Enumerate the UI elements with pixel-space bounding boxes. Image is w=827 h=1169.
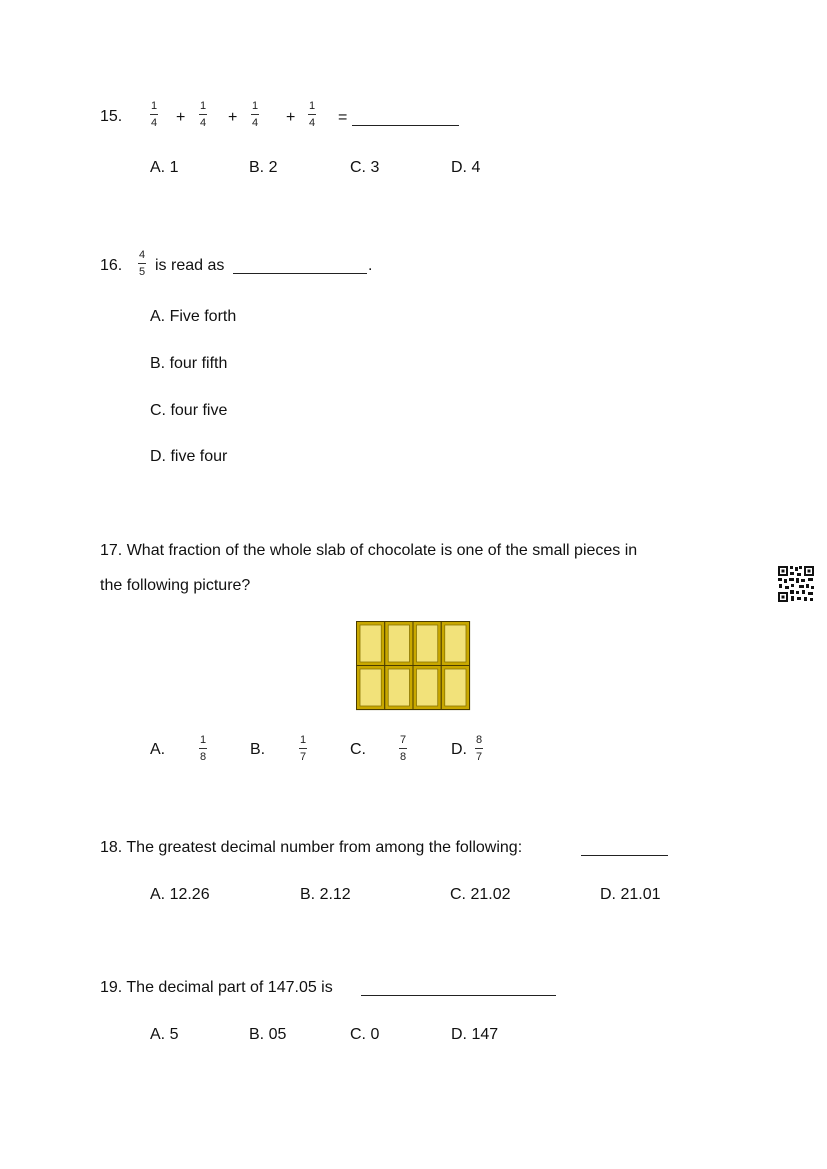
chocolate-piece-face	[388, 625, 409, 662]
q15-term-4: $\frac{1}{4}$	[309, 100, 316, 129]
q18-option-c[interactable]: C. 21.02	[450, 886, 511, 903]
q19-answer-blank[interactable]	[361, 995, 556, 996]
q15-term-2: $\frac{1}{4}$	[200, 100, 207, 129]
chocolate-piece-face	[360, 625, 381, 662]
equals-sign: =	[338, 109, 348, 126]
q17-option-a-label[interactable]: A.	[150, 741, 166, 758]
q17-question-line-2: the following picture?	[100, 577, 251, 594]
q17-option-d-fraction[interactable]: $\frac{8}{7}$	[476, 734, 483, 763]
q15-answer-blank[interactable]	[352, 125, 459, 126]
q16-option-a[interactable]: A. Five forth	[150, 308, 237, 325]
q16-text: is read as	[155, 257, 225, 274]
q19-option-d[interactable]: D. 147	[451, 1026, 499, 1043]
q19-question: 19. The decimal part of 147.05 is	[100, 979, 333, 996]
qr-code-icon	[777, 565, 815, 603]
q15-number: 15.	[100, 108, 123, 125]
q15-term-1: $\frac{1}{4}$	[151, 100, 158, 129]
q15-term-3: $\frac{1}{4}$	[252, 100, 259, 129]
q17-option-a-fraction[interactable]: $\frac{1}{8}$	[200, 734, 207, 763]
chocolate-piece-face	[417, 669, 438, 706]
q16-answer-blank[interactable]	[233, 273, 367, 274]
chocolate-piece-face	[417, 625, 438, 662]
q15-option-c[interactable]: C. 3	[350, 159, 380, 176]
q17-option-d-label[interactable]: D.	[451, 741, 467, 758]
q19-option-c[interactable]: C. 0	[350, 1026, 380, 1043]
q17-option-c-label[interactable]: C.	[350, 741, 366, 758]
q18-option-b[interactable]: B. 2.12	[300, 886, 351, 903]
q16-period: .	[368, 257, 373, 274]
q18-answer-blank[interactable]	[581, 855, 668, 856]
q16-number: 16.	[100, 257, 123, 274]
q17-question-line-1: 17. What fraction of the whole slab of chocolate is one of the small pieces in	[100, 542, 638, 559]
chocolate-piece-face	[445, 669, 466, 706]
q18-question: 18. The greatest decimal number from among the following:	[100, 839, 523, 856]
chocolate-piece-face	[388, 669, 409, 706]
q19-option-b[interactable]: B. 05	[249, 1026, 287, 1043]
q16-option-d[interactable]: D. five four	[150, 448, 228, 465]
plus-sign: +	[286, 109, 296, 126]
plus-sign: +	[228, 109, 238, 126]
q17-option-b-fraction[interactable]: $\frac{1}{7}$	[300, 734, 307, 763]
plus-sign: +	[176, 109, 186, 126]
chocolate-slab-figure	[356, 621, 471, 711]
q15-option-b[interactable]: B. 2	[249, 159, 278, 176]
q15-option-d[interactable]: D. 4	[451, 159, 481, 176]
q17-option-b-label[interactable]: B.	[250, 741, 266, 758]
q15-option-a[interactable]: A. 1	[150, 159, 179, 176]
q16-option-b[interactable]: B. four fifth	[150, 355, 228, 372]
q16-fraction: $\frac{4}{5}$	[139, 249, 146, 278]
chocolate-piece-face	[360, 669, 381, 706]
q19-option-a[interactable]: A. 5	[150, 1026, 179, 1043]
q16-option-c[interactable]: C. four five	[150, 402, 228, 419]
q18-option-a[interactable]: A. 12.26	[150, 886, 210, 903]
chocolate-piece-face	[445, 625, 466, 662]
q18-option-d[interactable]: D. 21.01	[600, 886, 661, 903]
q17-option-c-fraction[interactable]: $\frac{7}{8}$	[400, 734, 407, 763]
